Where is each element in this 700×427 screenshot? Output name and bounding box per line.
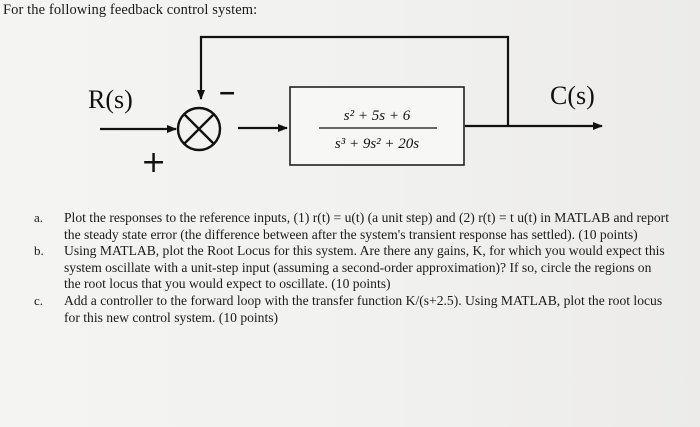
plus-sign: + [141,145,167,180]
question-text: Add a controller to the forward loop with the transfer function K/(s+2.5). Using MATLAB, plot the root locus for this new control system. (10 points) [64,292,663,325]
question-label: a. [34,210,44,225]
tf-denominator: s³ + 9s² + 20s [334,136,420,152]
input-label: R(s) [88,85,133,114]
question-text: Using MATLAB, plot the Root Locus for this system. Are there any gains, K, for which you would expect this system oscillate with a unit-step input (assuming a second-order approximation)? If so, circle the regions on the root locus that you would expect to oscillate. (10 points) [64,243,665,292]
question-text: Plot the responses to the reference inputs, (1) r(t) = u(t) (a unit step) and (2) r(t) = t u(t) in MATLAB and report the steady state error (the difference between after the system's transient response has settled). (10 points) [64,210,669,242]
minus-sign: − [218,81,237,106]
block-diagram [0,0,700,205]
question-a [30,210,670,243]
tf-numerator: s² + 5s + 6 [343,108,411,124]
question-label: c. [34,292,44,308]
intro-text: For the following feedback control system: [3,2,258,18]
transfer-function-block [290,87,464,165]
question-b [30,243,670,293]
output-label: C(s) [550,81,595,110]
question-label: b. [34,243,44,259]
summing-junction [178,108,220,150]
question-list [30,210,670,326]
question-c [30,293,670,326]
